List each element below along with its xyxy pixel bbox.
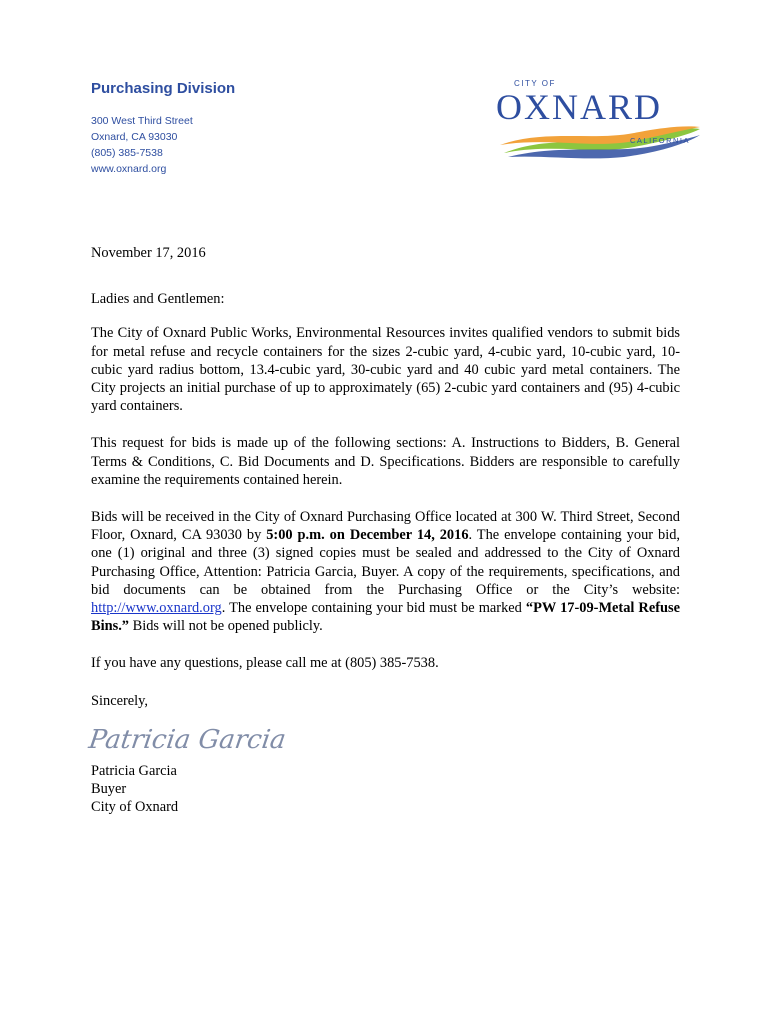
submission-text-a: Bids will be received in the City of Oxnard Purchasing Office located at 300 W. Third Street, Second Floor, Oxnard, CA 93030 by xyxy=(91,509,680,544)
logo-city-of: CITY OF xyxy=(514,79,556,88)
website-link[interactable]: http://www.oxnard.org xyxy=(91,600,222,617)
logo-name: OXNARD xyxy=(496,87,663,127)
letterhead xyxy=(91,80,235,177)
paragraph-intro: The City of Oxnard Public Works, Environmental Resources invites qualified vendors to submit bids for metal refuse and recycle containers for the sizes 2-cubic yard, 4-cubic yard, 10-cubic yard, 10-cubic yard radius bottom, 13.4-cubic yard, 30-cubic yard and 40 cubic yard metal containers. The City projects an initial purchase of up to approximately (65) 2-cubic yard containers and (95) 4-cubic yard containers. xyxy=(91,325,680,415)
address-street: 300 West Third Street xyxy=(91,115,193,127)
address-phone: (805) 385-7538 xyxy=(91,147,163,159)
paragraph-questions: If you have any questions, please call me at (805) 385-7538. xyxy=(91,655,439,672)
city-logo xyxy=(494,77,704,159)
signer-title: Buyer xyxy=(91,781,127,798)
paragraph-sections: This request for bids is made up of the following sections: A. Instructions to Bidders, B. General Terms & Conditions, C. Bid Documents and D. Specifications. Bidders are responsible to carefully examine the requirements contained herein. xyxy=(91,435,680,488)
submission-text-d: Bids will not be opened publicly. xyxy=(129,618,323,635)
submission-text-b: . The envelope containing your bid, one (1) original and three (3) signed copies must be sealed and addressed to the City of Oxnard Purchasing Office, Attention: Patricia Garcia, Buyer. A copy of the requirements, specifications, and bid documents can be obtained from the Purchasing Office or the City’s website: xyxy=(91,527,680,598)
logo-state: CALIFORNIA xyxy=(630,136,691,145)
signature xyxy=(86,712,288,762)
letter-body xyxy=(86,244,680,816)
signature-script: Patricia Garcia xyxy=(86,724,288,755)
signer-org: City of Oxnard xyxy=(91,799,179,816)
paragraph-submission xyxy=(91,508,680,635)
submission-text-c: . The envelope containing your bid must be marked xyxy=(221,600,526,617)
address-website: www.oxnard.org xyxy=(91,163,167,175)
deadline: 5:00 p.m. on December 14, 2016 xyxy=(266,527,469,544)
greeting: Ladies and Gentlemen: xyxy=(91,291,225,308)
envelope-marking: “PW 17-09-Metal Refuse Bins.” xyxy=(91,600,680,635)
signer-name: Patricia Garcia xyxy=(91,762,177,779)
address-city: Oxnard, CA 93030 xyxy=(91,131,178,143)
closing: Sincerely, xyxy=(91,692,149,709)
letter-date: November 17, 2016 xyxy=(91,245,206,261)
division-title: Purchasing Division xyxy=(91,80,236,97)
